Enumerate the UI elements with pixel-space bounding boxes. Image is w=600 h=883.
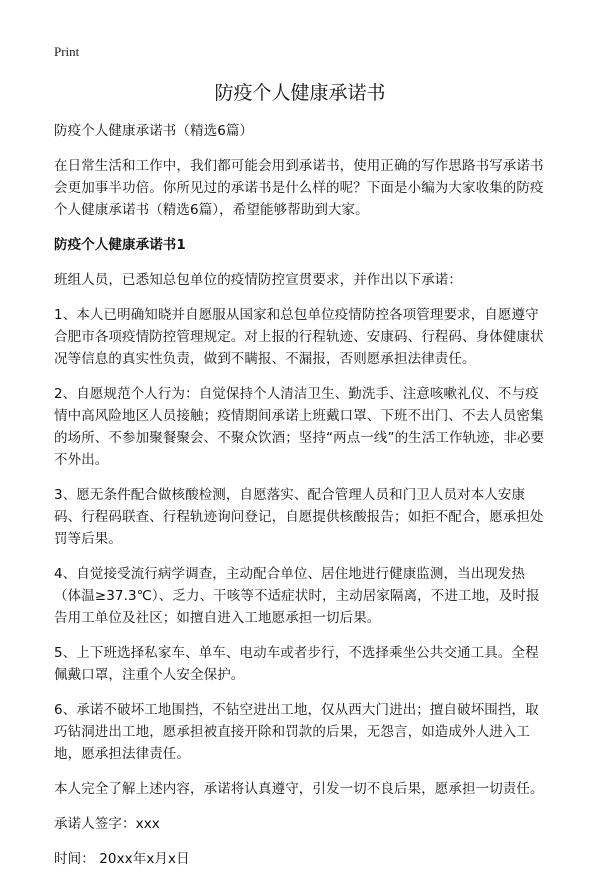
signature-line: 承诺人签字：xxx (54, 816, 160, 832)
paragraph-item-1: 1、本人已明确知晓并自愿服从国家和总包单位疫情防控各项管理要求，自愿遵守合肥市各项疫情防控管理规定。对上报的行程轨迹、安康码、行程码、身体健康状况等信息的真实性负责，做到不瞒报、不漏报，否则愿承担法律责任。 (54, 307, 544, 367)
date-line: 时间： 20xx年x月x日 (54, 851, 190, 867)
section-heading: 防疫个人健康承诺书1 (54, 237, 186, 253)
document-body (54, 120, 552, 883)
subtitle: 防疫个人健康承诺书（精选6篇） (54, 123, 254, 139)
closing-statement: 本人完全了解上述内容，承诺将认真遵守，引发一切不良后果，愿承担一切责任。 (54, 781, 544, 797)
paragraph-item-2: 2、自愿规范个人行为：自觉保持个人清洁卫生、勤洗手、注意咳嗽礼仪、不与疫情中高风险地区人员接触；疫情期间承诺上班戴口罩、下班不出门、不去人员密集的场所、不参加聚餐聚会、不聚众饮酒；坚持“两点一线”的生活工作轨迹，非必要不外出。 (54, 386, 545, 468)
page-title: 防疫个人健康承诺书 (214, 82, 386, 104)
paragraph-item-4: 4、自觉接受流行病学调查，主动配合单位、居住地进行健康监测，当出现发热（体温≥37.3℃）、乏力、干咳等不适症状时，主动居家隔离，不进工地，及时报告用工单位及社区；如擅自进入工地愿承担一切后果。 (54, 566, 540, 626)
paragraph-lead: 班组人员，已悉知总包单位的疫情防控宣贯要求，并作出以下承诺： (54, 272, 462, 288)
paragraph-item-5: 5、上下班选择私家车、单车、电动车或者步行，不选择乘坐公共交通工具。全程佩戴口罩，注重个人安全保护。 (54, 645, 539, 683)
paragraph-item-6: 6、承诺不破坏工地围挡，不钻空进出工地，仅从西大门进出；擅自破坏围挡，取巧钻洞进出工地，愿承担被直接开除和罚款的后果，无怨言，如造成外人进入工地，愿承担法律责任。 (54, 702, 539, 762)
intro-paragraph: 在日常生活和工作中，我们都可能会用到承诺书，使用正确的写作思路书写承诺书会更加事半功倍。你所见过的承诺书是什么样的呢？下面是小编为大家收集的防疫个人健康承诺书（精选6篇），希望能够帮助到大家。 (54, 158, 544, 218)
paragraph-item-3: 3、愿无条件配合做核酸检测，自愿落实、配合管理人员和门卫人员对本人安康码、行程码联查、行程轨迹询问登记，自愿提供核酸报告；如拒不配合，愿承担处罚等后果。 (54, 487, 544, 547)
print-link[interactable]: Print (54, 44, 80, 59)
